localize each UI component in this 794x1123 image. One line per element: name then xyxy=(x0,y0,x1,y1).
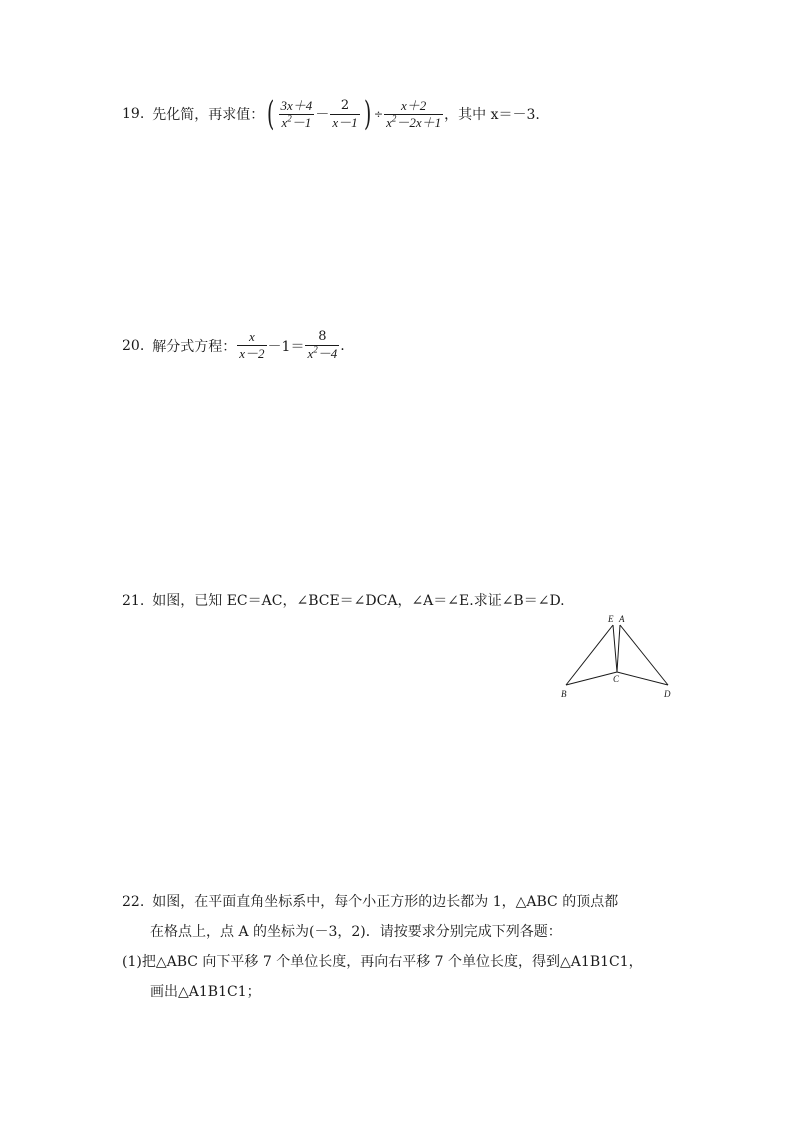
q22-part-1-line-1: (1)把△ABC 向下平移 7 个单位长度，再向右平移 7 个单位长度，得到△A1B1C1， xyxy=(122,954,643,970)
right-paren: ) xyxy=(363,94,371,134)
q19-f3-denominator: $x^2-2x+1$ xyxy=(386,113,442,130)
left-paren: ( xyxy=(267,94,275,134)
q19-f1-denominator: $x^2-1$ xyxy=(281,113,312,130)
q22-number: 22. xyxy=(122,894,145,910)
q19-tail: ，其中 x＝－3. xyxy=(444,107,540,123)
q21-number: 21. xyxy=(122,593,145,609)
q19-f1-numerator: 3x＋4 xyxy=(280,97,313,113)
label-A: A xyxy=(619,614,625,624)
question-21 xyxy=(122,590,565,612)
q20-fraction-1 xyxy=(237,329,266,362)
q20-number: 20. xyxy=(122,337,145,354)
q20-f1-denominator: x－2 xyxy=(239,346,265,361)
q19-f2-numerator: 2 xyxy=(330,98,359,115)
q22-line-2: 在格点上，点 A 的坐标为(－3，2)．请按要求分别完成下列各题： xyxy=(150,924,562,940)
q19-number: 19. xyxy=(122,106,145,122)
question-19 xyxy=(122,94,540,134)
q19-f2-denominator: x－1 xyxy=(332,114,358,130)
q20-tail: . xyxy=(340,337,345,354)
segment-CD xyxy=(617,672,668,685)
q19-fraction-3 xyxy=(384,98,443,131)
q20-prompt: 解分式方程： xyxy=(152,338,237,355)
q21-text: 如图，已知 EC＝AC，∠BCE＝∠DCA，∠A＝∠E.求证∠B＝∠D. xyxy=(152,593,565,609)
q19-fraction-2 xyxy=(330,98,359,131)
segment-EC xyxy=(613,625,617,672)
label-E: E xyxy=(608,614,614,624)
segment-BC xyxy=(566,672,617,685)
q20-fraction-2 xyxy=(305,329,339,362)
q20-f1-numerator: x xyxy=(237,329,266,346)
label-D: D xyxy=(664,689,671,699)
q20-middle: －1＝ xyxy=(267,338,305,355)
q19-f3-numerator: x＋2 xyxy=(384,98,443,115)
q19-divide: ÷ xyxy=(373,107,384,121)
q22-line-1 xyxy=(122,891,643,913)
q19-minus: － xyxy=(315,107,330,123)
q22-line-1-text: 如图，在平面直角坐标系中，每个小正方形的边长都为 1，△ABC 的顶点都 xyxy=(152,894,619,910)
label-C: C xyxy=(613,674,620,684)
q19-prompt: 先化简，再求值： xyxy=(152,107,265,123)
question-22 xyxy=(122,891,643,1003)
segment-AD xyxy=(620,625,668,685)
q22-part-1-line-2: 画出△A1B1C1； xyxy=(150,984,261,1000)
q20-f2-numerator: 8 xyxy=(305,329,339,346)
q19-fraction-1 xyxy=(279,98,315,131)
label-B: B xyxy=(561,689,567,699)
segment-BE xyxy=(566,625,613,685)
question-20 xyxy=(122,329,345,362)
segment-AC xyxy=(617,625,620,672)
q20-f2-denominator: $x^2-4$ xyxy=(307,344,338,361)
triangle-figure xyxy=(556,610,686,702)
